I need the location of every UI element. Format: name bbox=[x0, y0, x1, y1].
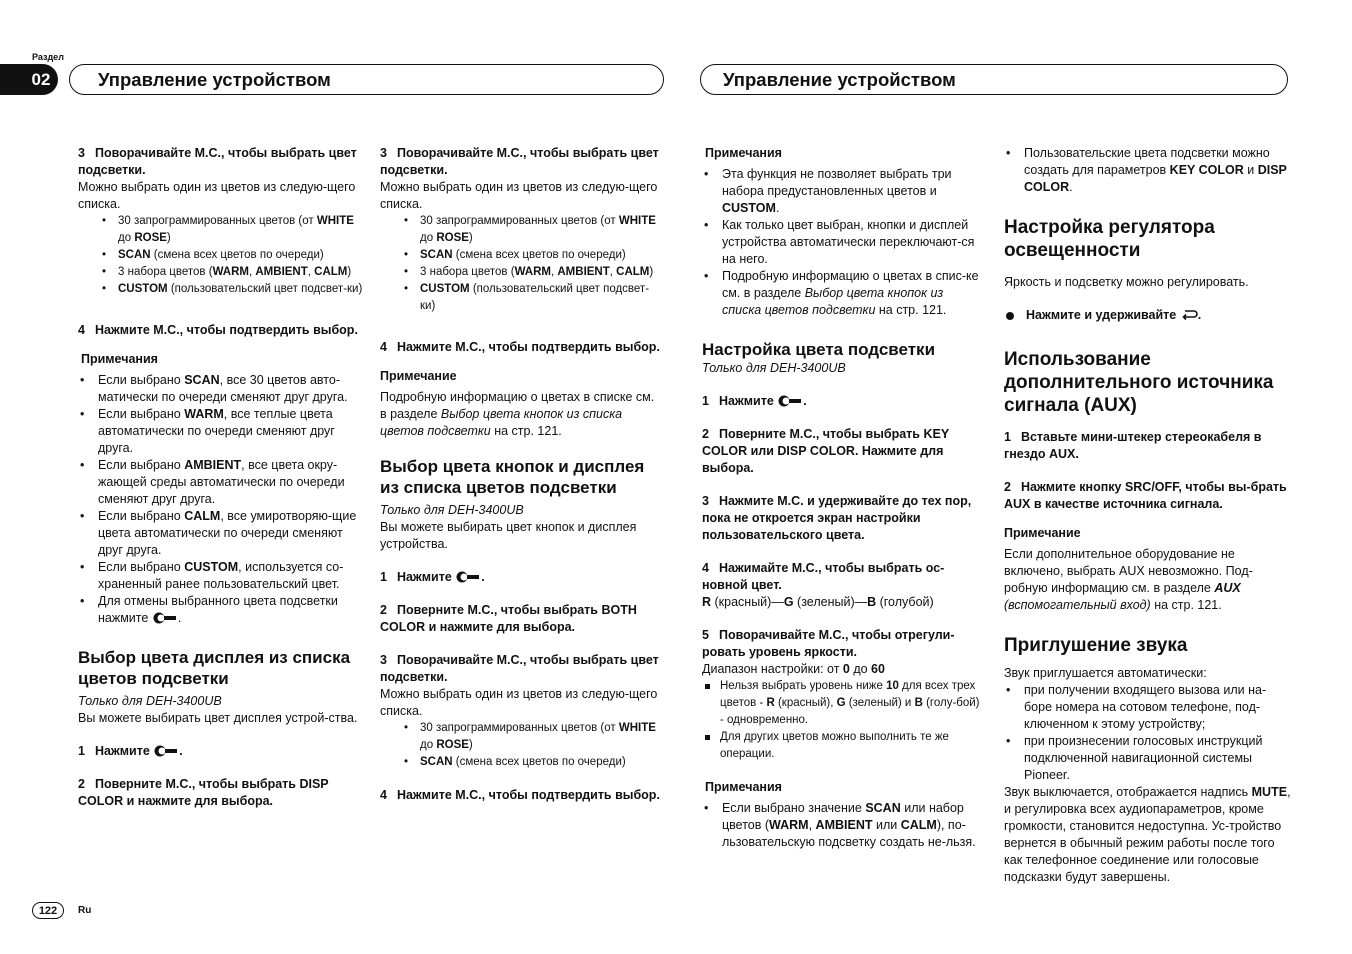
list-item: • Пользовательские цвета подсветки можно создать для параметров KEY COLOR и DISP COLOR. bbox=[1004, 145, 1291, 196]
model-note: Только для DEH-3400UB bbox=[380, 503, 524, 517]
color-list bbox=[78, 213, 363, 298]
section-heading-display-color: Выбор цвета дисплея из списка цветов подсветки bbox=[78, 648, 351, 688]
list-item: • 3 набора цветов (WARM, AMBIENT, CALM) bbox=[380, 264, 662, 281]
note-title: Примечание bbox=[1004, 526, 1081, 540]
notes-list-2 bbox=[702, 800, 984, 851]
list-item: • Если выбрано WARM, все теплые цвета автоматически по очереди сменяют друг друга. bbox=[78, 406, 363, 457]
step-3-description: Можно выбрать один из цветов из следую-щего списка. bbox=[78, 180, 356, 211]
color-button-icon bbox=[153, 611, 177, 625]
list-item: • SCAN (смена всех цветов по очереди) bbox=[380, 247, 662, 264]
list-item: • 3 набора цветов (WARM, AMBIENT, CALM) bbox=[78, 264, 363, 281]
list-item: • Если выбрано CALM, все умиротворяю-щие цвета автоматически по очереди сменяют друг друга. bbox=[78, 508, 363, 559]
list-item: Нельзя выбрать уровень ниже 10 для всех трех цветов - R (красный), G (зеленый) и B (голу-бой) - одновременно. bbox=[702, 678, 984, 729]
color-list bbox=[380, 213, 662, 315]
step-2: 2 Поверните M.C., чтобы выбрать BOTH COLOR и нажмите для выбора. bbox=[380, 603, 637, 634]
column-1 bbox=[78, 145, 363, 810]
section-heading-aux: Использование дополнительного источника сигнала (AUX) bbox=[1004, 349, 1274, 416]
step-4: 4 Нажмите M.C., чтобы подтвердить выбор. bbox=[78, 323, 358, 337]
list-item: • Как только цвет выбран, кнопки и дисплей устройства автоматически переключают-ся на него. bbox=[702, 217, 984, 268]
notes-title: Примечания bbox=[705, 146, 782, 160]
header-title-left: Управление устройством bbox=[98, 68, 331, 90]
section-label: Раздел bbox=[32, 52, 64, 62]
color-button-icon bbox=[778, 394, 802, 408]
mute-list bbox=[1004, 682, 1291, 784]
list-item: • Если выбрано SCAN, все 30 цветов авто-матически по очереди сменяют друг друга. bbox=[78, 372, 363, 406]
model-note: Только для DEH-3400UB bbox=[78, 694, 222, 708]
column-2 bbox=[380, 145, 662, 804]
step-3: 3 Поворачивайте M.C., чтобы выбрать цвет подсветки. bbox=[78, 146, 357, 177]
aux-step-2: 2 Нажмите кнопку SRC/OFF, чтобы вы-брать AUX в качестве источника сигнала. bbox=[1004, 480, 1287, 511]
step-2: 2 Поверните M.C., чтобы выбрать KEY COLOR или DISP COLOR. Нажмите для выбора. bbox=[702, 427, 949, 475]
list-item: Для других цветов можно выполнить те же операции. bbox=[702, 729, 984, 763]
language-label: Ru bbox=[78, 905, 92, 916]
note-title: Примечание bbox=[380, 369, 457, 383]
section-heading-dimmer: Настройка регулятора освещенности bbox=[1004, 217, 1215, 261]
color-button-icon bbox=[456, 570, 480, 584]
section-heading-keys-color: Выбор цвета кнопок и дисплея из списка цветов подсветки bbox=[380, 457, 645, 497]
mute-intro: Звук приглушается автоматически: bbox=[1004, 666, 1207, 680]
step-3: 3 Поворачивайте M.C., чтобы выбрать цвет подсветки. bbox=[380, 146, 659, 177]
section-description: Вы можете выбирать цвет дисплея устрой-ства. bbox=[78, 711, 358, 725]
section-heading-mute: Приглушение звука bbox=[1004, 635, 1188, 656]
notes-title: Примечания bbox=[705, 780, 782, 794]
color-button-icon bbox=[154, 744, 178, 758]
step-1: 1 Нажмите . bbox=[380, 570, 485, 584]
list-item: • при произнесении голосовых инструкций подключенной навигационной системы Pioneer. bbox=[1004, 733, 1291, 784]
note-text: Подробную информацию о цветах в списке см. в разделе Выбор цвета кнопок из списка цветов подсветки на стр. 121. bbox=[380, 390, 655, 438]
section-heading-custom-color: Настройка цвета подсветки bbox=[702, 340, 936, 359]
custom-note-list bbox=[1004, 145, 1291, 196]
page-header-left bbox=[69, 64, 664, 95]
section-description: Вы можете выбирать цвет кнопок и дисплея устройства. bbox=[380, 520, 637, 551]
list-item: • Эта функция не позволяет выбрать три набора предустановленных цветов и CUSTOM. bbox=[702, 166, 984, 217]
list-item: • Если выбрано CUSTOM, используется со-храненный ранее пользовательский цвет. bbox=[78, 559, 363, 593]
step-3: 3 Нажмите M.C. и удерживайте до тех пор, пока не откроется экран настройки пользовательского цвета. bbox=[702, 494, 972, 542]
color-list-2 bbox=[380, 720, 662, 771]
list-item: • CUSTOM (пользовательский цвет подсвет-ки) bbox=[380, 281, 662, 315]
list-item: • Подробную информацию о цветах в спис-ке см. в разделе Выбор цвета кнопок из списка цветов подсветки на стр. 121. bbox=[702, 268, 984, 319]
step-3b-description: Можно выбрать один из цветов из следую-щего списка. bbox=[380, 687, 658, 718]
page-header-right bbox=[700, 64, 1288, 95]
notes-list bbox=[78, 372, 363, 627]
step-4: 4 Нажмите M.C., чтобы подтвердить выбор. bbox=[380, 340, 660, 354]
column-4 bbox=[1004, 145, 1291, 886]
list-item: • Если выбрано значение SCAN или набор цветов (WARM, AMBIENT или CALM), по-льзовательскую подсветку создать не-льзя. bbox=[702, 800, 984, 851]
list-item: • SCAN (смена всех цветов по очереди) bbox=[78, 247, 363, 264]
rgb-sequence: R (красный)—G (зеленый)—B (голубой) bbox=[702, 595, 934, 609]
aux-note-text: Если дополнительное оборудование не включено, выбрать AUX невозможно. Под-робную информацию см. в разделе AUX (вспомогательный вход) на стр. 121. bbox=[1004, 547, 1253, 612]
aux-step-1: 1 Вставьте мини-штекер стереокабеля в гнездо AUX. bbox=[1004, 430, 1262, 461]
header-title-right: Управление устройством bbox=[723, 68, 956, 90]
dimmer-action: Нажмите и удерживайте . bbox=[1004, 307, 1291, 324]
list-item: • 30 запрограммированных цветов (от WHITE до ROSE) bbox=[380, 720, 662, 754]
mute-outro: Звук выключается, отображается надпись MUTE, и регулировка всех аудиопараметров, кроме громкости, становится недоступна. Ус-тройство вернется в обычный режим работы после того как телефонное соединение или голосовые подсказки будут завершены. bbox=[1004, 785, 1291, 884]
range-text: Диапазон настройки: от 0 до 60 bbox=[702, 662, 885, 676]
return-icon bbox=[1182, 309, 1198, 321]
step-1: 1 Нажмите . bbox=[78, 744, 183, 758]
notes-list bbox=[702, 166, 984, 319]
list-item: • Если выбрано AMBIENT, все цвета окру-жающей среды автоматически по очереди сменяют друг друга. bbox=[78, 457, 363, 508]
chapter-number-tab: 02 bbox=[0, 64, 58, 95]
page-number: 122 bbox=[32, 902, 64, 919]
list-item: • Для отмены выбранного цвета подсветки нажмите . bbox=[78, 593, 363, 627]
list-item: • CUSTOM (пользовательский цвет подсвет-ки) bbox=[78, 281, 363, 298]
step-1: 1 Нажмите . bbox=[702, 394, 807, 408]
section-description: Яркость и подсветку можно регулировать. bbox=[1004, 275, 1249, 289]
range-notes bbox=[702, 678, 984, 763]
list-item: • 30 запрограммированных цветов (от WHITE до ROSE) bbox=[380, 213, 662, 247]
list-item: • при получении входящего вызова или на-боре номера на сотовом телефоне, под-ключенном к этому устройству; bbox=[1004, 682, 1291, 733]
step-4: 4 Нажимайте M.C., чтобы выбрать ос-новной цвет. bbox=[702, 561, 945, 592]
step-3-description: Можно выбрать один из цветов из следую-щего списка. bbox=[380, 180, 658, 211]
list-item: • SCAN (смена всех цветов по очереди) bbox=[380, 754, 662, 771]
step-2: 2 Поверните M.C., чтобы выбрать DISP COLOR и нажмите для выбора. bbox=[78, 777, 329, 808]
model-note: Только для DEH-3400UB bbox=[702, 361, 846, 375]
step-4b: 4 Нажмите M.C., чтобы подтвердить выбор. bbox=[380, 788, 660, 802]
list-item: • 30 запрограммированных цветов (от WHITE до ROSE) bbox=[78, 213, 363, 247]
step-5: 5 Поворачивайте M.C., чтобы отрегули-ровать уровень яркости. bbox=[702, 628, 955, 659]
column-3 bbox=[702, 145, 984, 851]
step-3b: 3 Поворачивайте M.C., чтобы выбрать цвет подсветки. bbox=[380, 653, 659, 684]
notes-title: Примечания bbox=[81, 352, 158, 366]
